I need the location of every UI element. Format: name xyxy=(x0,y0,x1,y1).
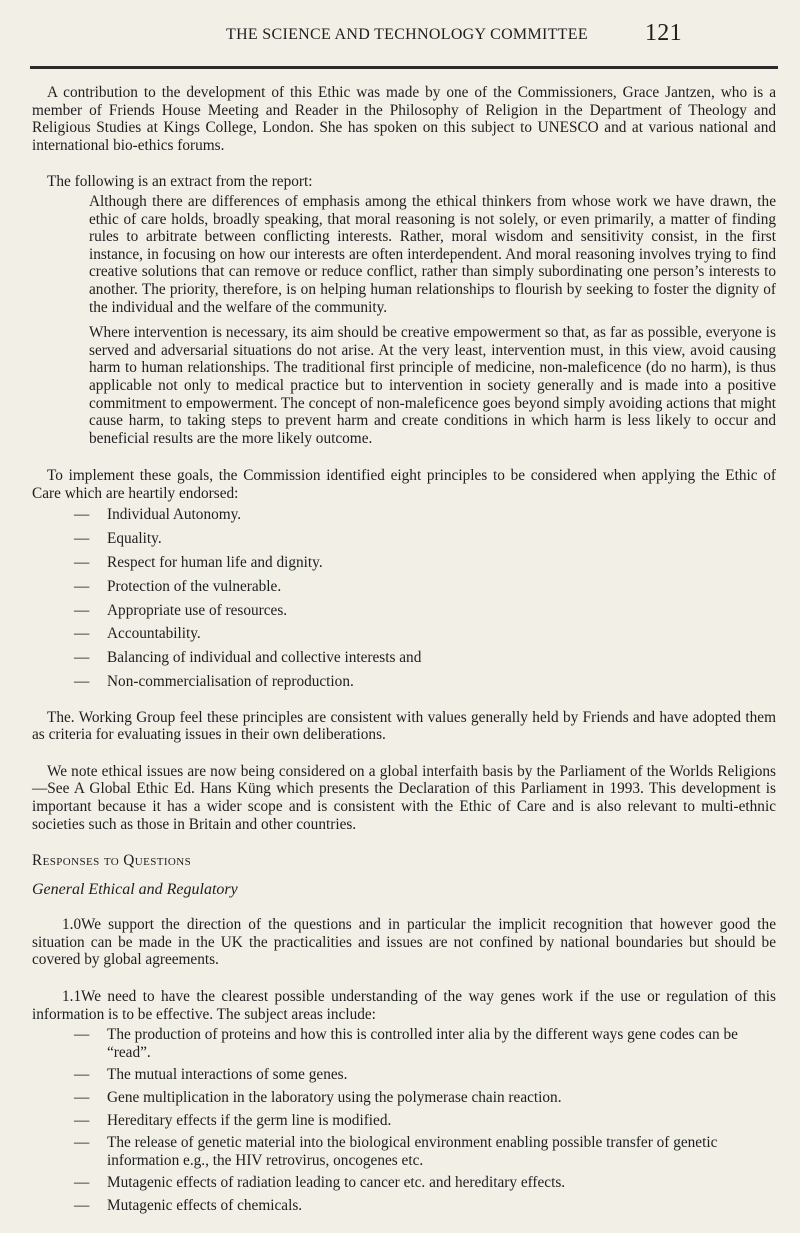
list-item: — Respect for human life and dignity. xyxy=(74,554,323,572)
list-item: — The mutual interactions of some genes. xyxy=(74,1066,348,1084)
principles-list xyxy=(32,506,776,690)
dash-marker: — xyxy=(74,601,90,619)
dash-marker: — xyxy=(74,1197,90,1214)
dash-marker: — xyxy=(74,1066,90,1084)
dash-marker: — xyxy=(74,1026,90,1044)
header-rule xyxy=(30,66,778,69)
dash-marker: — xyxy=(74,1134,90,1152)
list-item: — Appropriate use of resources. xyxy=(74,601,288,619)
paragraph-number: 1.0 xyxy=(62,916,82,934)
list-item: — Balancing of individual and collective interests and xyxy=(74,649,422,667)
list-item: — Individual Autonomy. xyxy=(74,506,242,524)
list-item: — Mutagenic effects of chemicals. xyxy=(74,1197,303,1214)
dash-marker: — xyxy=(74,554,90,572)
page-body xyxy=(32,84,776,1233)
dash-marker: — xyxy=(74,506,90,524)
paragraph-working-group: The. Working Group feel these principles are consistent with values generally held by Friends and have adopted them as criteria for evaluating issues in their own deliberations. xyxy=(32,708,776,744)
dash-marker: — xyxy=(74,530,90,548)
list-item: — Equality. xyxy=(74,530,162,548)
paragraph-principles-intro: To implement these goals, the Commission identified eight principles to be considered when applying the Ethic of Care which are heartily endorsed: xyxy=(32,467,776,502)
list-item: — Accountability. xyxy=(74,625,201,643)
dash-marker: — xyxy=(74,649,90,667)
numbered-paragraph-1-1: 1.1We need to have the clearest possible understanding of the way genes work if the use or regulation of this information is to be effective. The subject areas include: xyxy=(32,988,776,1023)
dash-marker: — xyxy=(74,625,90,643)
running-title: THE SCIENCE AND TECHNOLOGY COMMITTEE xyxy=(226,26,588,43)
list-item: — Hereditary effects if the germ line is modified. xyxy=(74,1111,392,1129)
paragraph-global-ethic: We note ethical issues are now being considered on a global interfaith basis by the Parliament of the Worlds Religions—See A Global Ethic Ed. Hans Küng which presents the Declaration of this Parliament in 1993. This development is important because it has a wider scope and is consistent with the Ethic of Care and is also relevant to multi-ethnic societies such as those in Britain and other countries. xyxy=(32,762,776,833)
list-item: — The production of proteins and how this is controlled inter alia by the different ways gene codes can be “read”. xyxy=(74,1026,738,1061)
subject-areas-list xyxy=(32,1026,776,1214)
paragraph-extract-intro: The following is an extract from the report: xyxy=(47,173,313,191)
paragraph-contribution: A contribution to the development of this Ethic was made by one of the Commissioners, Grace Jantzen, who is a member of Friends House Meeting and Reader in the Philosophy of Religion in the Department of Theology and Religious Studies at Kings College, London. She has spoken on this subject to UNESCO and at various national and international bio-ethics forums. xyxy=(32,84,776,154)
dash-marker: — xyxy=(74,1089,90,1107)
list-item: — Protection of the vulnerable. xyxy=(74,577,282,595)
subsection-heading: General Ethical and Regulatory xyxy=(32,880,238,898)
list-item: — The release of genetic material into the biological environment enabling possible transfer of genetic information e.g., the HIV retrovirus, oncogenes etc. xyxy=(74,1134,718,1169)
quote-ethic-of-care: Although there are differences of emphasis among the ethical thinkers from whose work we have drawn, the ethic of care holds, broadly speaking, that moral reasoning is not solely, or even primarily, a matter of finding rules to arbitrate between conflicting interests. Rather, moral wisdom and sensitivity consist, in the first instance, in focusing on how our interests are often interdependent. And moral reasoning involves trying to find creative solutions that can remove or reduce conflict, rather than simply subordinating one person’s interests to another. The priority, therefore, is on helping human relationships to flourish by seeking to foster the dignity of the individual and the welfare of the community. xyxy=(89,192,776,316)
numbered-paragraph-1-0: 1.0We support the direction of the questions and in particular the implicit recognition that however good the situation can be made in the UK the practicalities and issues are not confined by national boundaries but should be covered by global agreements. xyxy=(32,916,776,969)
dash-marker: — xyxy=(74,1111,90,1129)
dash-marker: — xyxy=(74,577,90,595)
list-item: — Gene multiplication in the laboratory using the polymerase chain reaction. xyxy=(74,1089,562,1107)
dash-marker: — xyxy=(74,1174,90,1192)
page-number: 121 xyxy=(645,20,682,46)
paragraph-number: 1.1 xyxy=(62,988,82,1006)
list-item: — Non-commercialisation of reproduction. xyxy=(74,672,354,690)
list-item: — Mutagenic effects of radiation leading to cancer etc. and hereditary effects. xyxy=(74,1174,566,1192)
section-heading: Responses to Questions xyxy=(32,852,192,870)
dash-marker: — xyxy=(74,672,90,690)
quote-intervention: Where intervention is necessary, its aim should be creative empowerment so that, as far as possible, everyone is served and adversarial situations do not arise. At the very least, intervention must, in this view, avoid causing harm to human relationships. The traditional first principle of medicine, non-maleficence (do no harm), is thus applicable not only to medical practice but to intervention in society generally and is made into a positive commitment to empowerment. The concept of non-maleficence goes beyond simply avoiding actions that might cause harm, to taking steps to prevent harm and create conditions in which harm is less likely to occur and beneficial results are the more likely outcome. xyxy=(89,324,776,447)
